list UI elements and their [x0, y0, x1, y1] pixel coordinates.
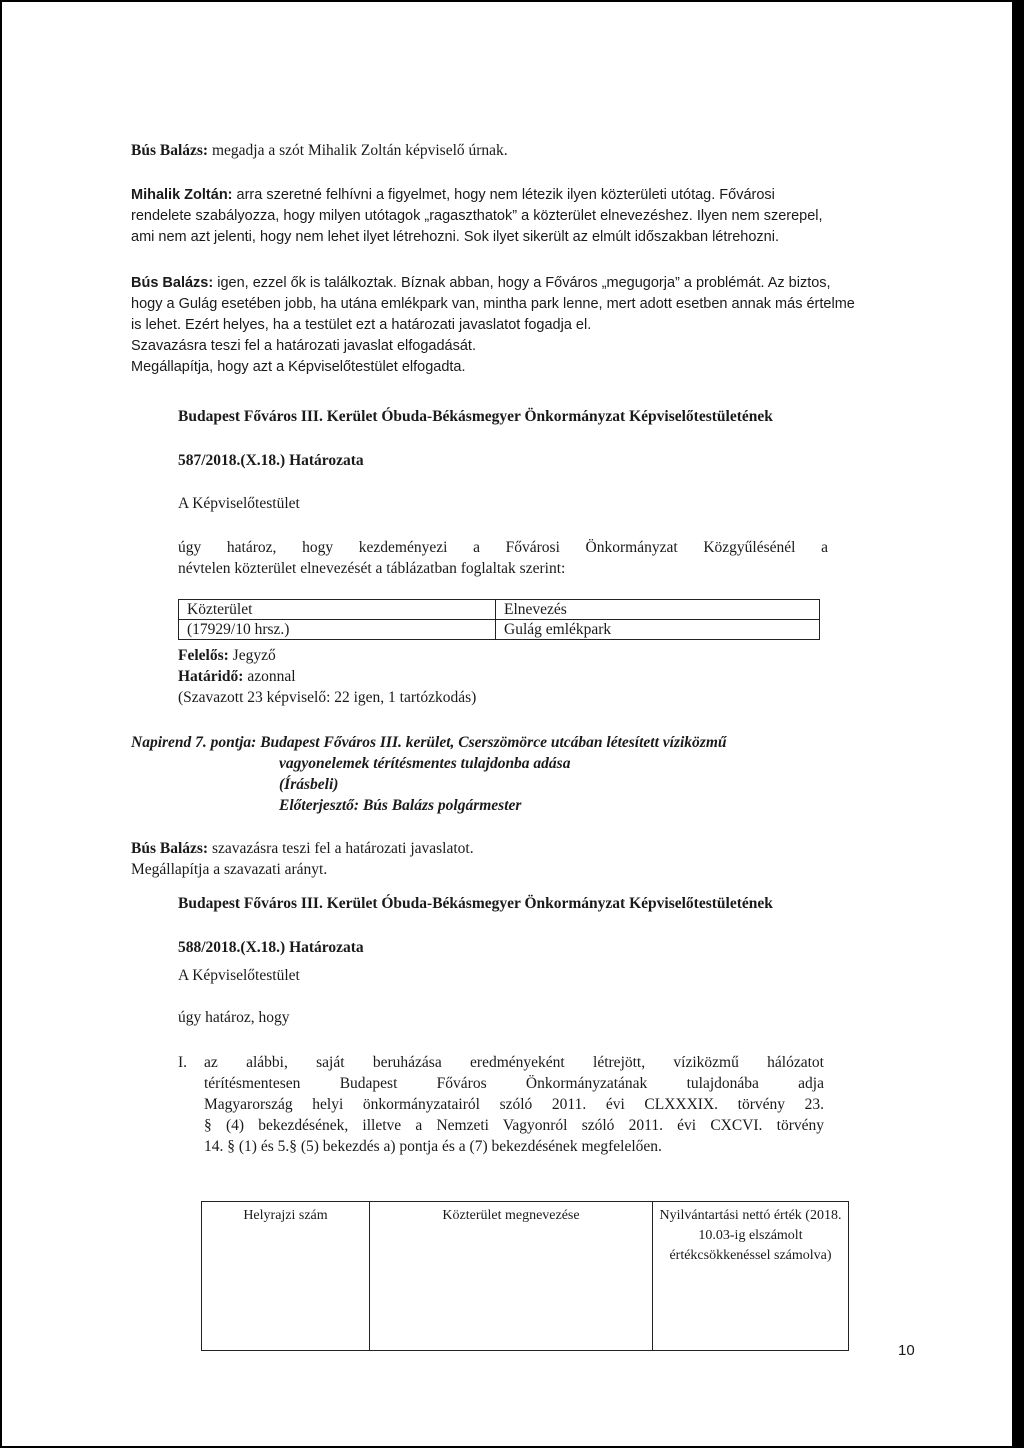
naming-table [178, 599, 820, 640]
vote-result: (Szavazott 23 képviselő: 22 igen, 1 tartózkodás) [178, 689, 477, 706]
resolution-2-item: I. az alábbi, saját beruházása eredményeként létrejött, víziközmű hálózatot térítésmentesen Budapest Főváros Önkormányzatának tulajdonába adja Magyarország helyi önkormányzatairól szóló 2011. évi CLXXXIX. törvény 23. § (4) bekezdésének, illetve a Nemzeti Vagyonról szóló 2011. évi CXCVI. törvény 14. § (1) és 5.§ (5) bekezdés a) pontja és a (7) bekezdésének megfelelően. [178, 1054, 824, 1155]
agenda-item-7 [131, 732, 891, 816]
paragraph-bus-balazs-2 [131, 273, 911, 378]
resolution-1-text: úgy határoz, hogy kezdeményezi a Fővárosi Önkormányzat Közgyűlésénél a névtelen közterület elnevezését a táblázatban foglaltak szerint: [178, 539, 828, 577]
responsible-line: Felelős: Jegyző [178, 647, 276, 664]
agenda-written: (Írásbeli) [279, 776, 339, 793]
speech-line: hogy a Gulág esetében jobb, ha utána emlékpark van, mintha park lenne, mert adott esetben annak más értelme [131, 296, 855, 312]
table-header-kozterulet: Közterület [179, 600, 496, 620]
resolution-1-body: A Képviselőtestület [178, 495, 300, 512]
speech-line: arra szeretné felhívni a figyelmet, hogy nem létezik ilyen közterületi utótag. Fővárosi [236, 187, 775, 203]
speech-line: ami nem azt jelenti, hogy nem lehet ilyet létrehozni. Sok ilyet sikerült az elmúlt időszakban létrehozni. [131, 229, 779, 245]
agenda-title: vagyonelemek térítésmentes tulajdonba adása [279, 755, 571, 772]
speech-line: rendelete szabályozza, hogy milyen utótagok „ragaszthatok” a közterület elnevezéshez. Ilyen nem szerepel, [131, 208, 823, 224]
agenda-title: Budapest Főváros III. kerület, Cserszömörce utcában létesített víziközmű [260, 734, 727, 751]
speech-line: Megállapítja, hogy azt a Képviselőtestület elfogadta. [131, 359, 466, 375]
table-row [179, 620, 820, 640]
table-header-elnevezes: Elnevezés [496, 600, 820, 620]
speech-line: Szavazásra teszi fel a határozati javaslat elfogadását. [131, 338, 476, 354]
speech-line: igen, ezzel ők is találkoztak. Bíznak abban, hogy a Főváros „megugorja” a problémát. Az biztos, [217, 275, 831, 291]
resolution-2-number: 588/2018.(X.18.) Határozata [178, 939, 364, 956]
speech-text: megadja a szót Mihalik Zoltán képviselő úrnak. [211, 142, 508, 159]
speaker-name: Bús Balázs: [131, 142, 209, 159]
paragraph-bus-balazs-3: Bús Balázs: szavazásra teszi fel a határozati javaslatot. Megállapítja a szavazati arányt. [131, 840, 474, 878]
resolution-2-heading: Budapest Főváros III. Kerület Óbuda-Békásmegyer Önkormányzat Képviselőtestületének [178, 895, 773, 912]
item-number: I. [178, 1054, 188, 1071]
resolution-1-number: 587/2018.(X.18.) Határozata [178, 452, 364, 469]
document-page [2, 2, 1012, 1446]
table-header-nyilvantartasi-ertek: Nyilvántartási nettó érték (2018. 10.03-ig elszámolt értékcsökkenéssel számolva) [653, 1202, 849, 1351]
table-header-kozterulet-megnevezese: Közterület megnevezése [370, 1202, 653, 1351]
agenda-presenter: Előterjesztő: Bús Balázs polgármester [279, 797, 522, 814]
speaker-name: Mihalik Zoltán: [131, 187, 233, 203]
speaker-name: Bús Balázs: [131, 275, 214, 291]
paragraph-mihalik-zoltan [131, 185, 911, 248]
speaker-name: Bús Balázs: [131, 840, 209, 857]
agenda-label: Napirend 7. pontja: [131, 734, 257, 751]
speech-line: is lehet. Ezért helyes, ha a testület ezt a határozati javaslatot fogadja el. [131, 317, 592, 333]
table-cell: Gulág emlékpark [496, 620, 820, 640]
table-cell: (17929/10 hrsz.) [179, 620, 496, 640]
assets-table [201, 1201, 849, 1351]
paragraph-bus-balazs-1 [131, 140, 508, 161]
table-header-helyrajzi-szam: Helyrajzi szám [202, 1202, 370, 1351]
resolution-1-heading: Budapest Főváros III. Kerület Óbuda-Békásmegyer Önkormányzat Képviselőtestületének [178, 408, 773, 425]
page-number: 10 [898, 1342, 915, 1359]
resolution-2-body: A Képviselőtestület [178, 967, 300, 984]
deadline-line: Határidő: azonnal [178, 668, 296, 685]
resolution-2-intro: úgy határoz, hogy [178, 1009, 290, 1026]
